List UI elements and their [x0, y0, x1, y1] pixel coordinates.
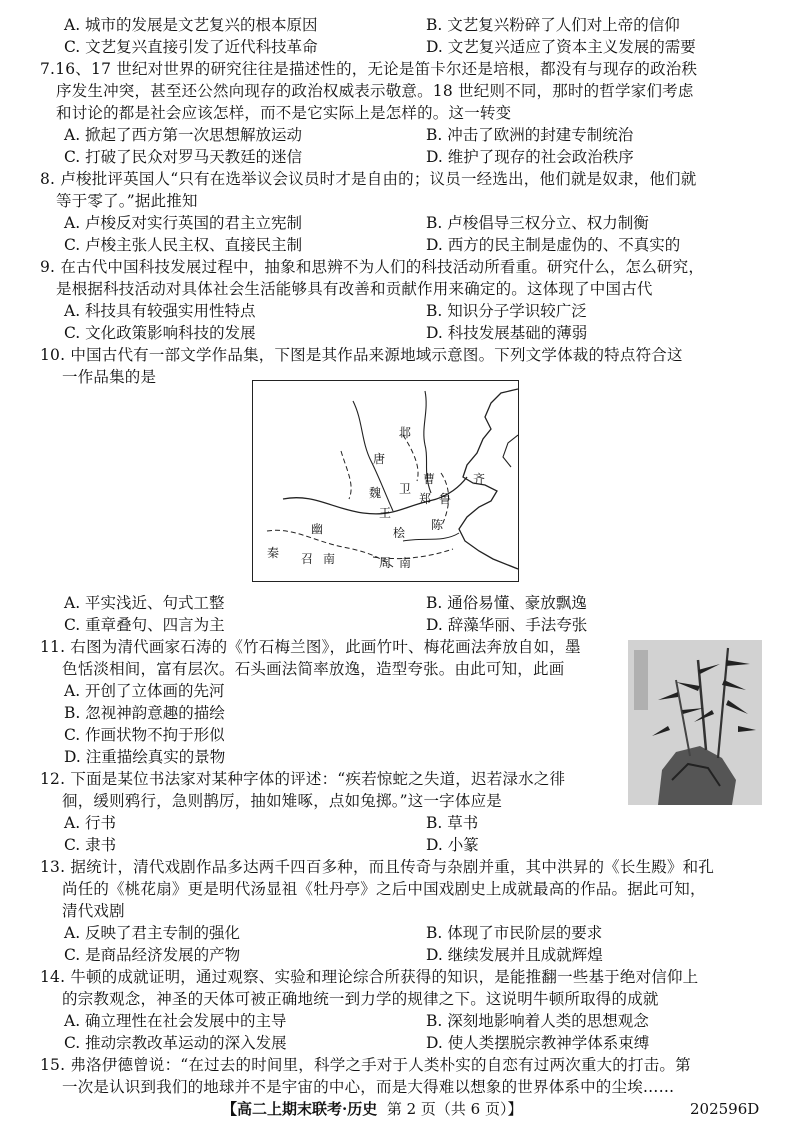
page-footer: [222, 1098, 522, 1120]
q10-option-d: D. 辞藻华丽、手法夸张: [426, 616, 588, 634]
q7-option-c: C. 打破了民众对罗马天教廷的迷信: [64, 148, 303, 166]
q6-option-a: A. 城市的发展是文艺复兴的根本原因: [64, 16, 318, 34]
q8-option-a: A. 卢梭反对实行英国的君主立宪制: [64, 214, 303, 232]
q6-option-b: B. 文艺复兴粉碎了人们对上帝的信仰: [426, 16, 680, 34]
region-map-drawing: [253, 381, 518, 581]
q8-text-line: 8. 卢梭批评英国人“只有在选举议会议员时才是自由的；议员一经选出，他们就是奴隶，他们就: [40, 170, 697, 188]
map-label: 陈: [431, 518, 444, 532]
map-label: 魏: [369, 486, 382, 500]
region-map: [252, 380, 519, 582]
q8-option-b: B. 卢梭倡导三权分立、权力制衡: [426, 214, 649, 232]
q9-option-d: D. 科技发展基础的薄弱: [426, 324, 588, 342]
q9-text-line: 9. 在古代中国科技发展过程中，抽象和思辨不为人们的科技活动所看重。研究什么，怎么研究，: [40, 258, 705, 276]
q12-text-line: 徊，缓则鸦行，急则鹊厉，抽如雉啄，点如兔掷。”这一字体应是: [62, 792, 502, 810]
q6-option-c: C. 文艺复兴直接引发了近代科技革命: [64, 38, 318, 56]
q12-option-b: B. 草书: [426, 814, 479, 832]
q9-text-line: 是根据科技活动对具体社会生活能够具有改善和贡献作用来确定的。这体现了中国古代: [56, 280, 653, 298]
bamboo-rock-painting: [628, 640, 762, 805]
map-label: 幽: [311, 522, 324, 536]
map-label: 秦: [267, 546, 280, 560]
q11-option-d: D. 注重描绘真实的景物: [64, 748, 226, 766]
footer-exam-name: 【高二上期末联考: [222, 1100, 343, 1118]
map-label: 曹: [423, 472, 436, 486]
q13-option-c: C. 是商品经济发展的产物: [64, 946, 241, 964]
q11-text-line: 色恬淡相间，富有层次。石头画法简率放逸，造型夸张。由此可知，此画: [62, 660, 565, 678]
map-label: 桧: [393, 526, 406, 540]
q10-text-line: 10. 中国古代有一部文学作品集，下图是其作品来源地域示意图。下列文学体裁的特点符合这: [40, 346, 683, 364]
q11-option-c: C. 作画状物不拘于形似: [64, 726, 225, 744]
map-label: 郑: [419, 492, 432, 506]
map-label: 南: [323, 552, 336, 566]
footer-code: 202596D: [690, 1100, 760, 1118]
map-label: 周: [379, 556, 392, 570]
q8-text-line: 等于零了。”据此推知: [56, 192, 198, 210]
bamboo-rock-painting-drawing: [628, 640, 762, 805]
q10-text-line: 一作品集的是: [62, 368, 157, 386]
q13-text-line: 13. 据统计，清代戏剧作品多达两千四百多种，而且传奇与杂剧并重，其中洪昇的《长生殿》和孔: [40, 858, 715, 876]
map-label: 邶: [399, 426, 412, 440]
q12-text-line: 12. 下面是某位书法家对某种字体的评述：“疾若惊蛇之失道，迟若渌水之徘: [40, 770, 566, 788]
q14-option-d: D. 使人类摆脱宗教神学体系束缚: [426, 1034, 650, 1052]
q14-option-b: B. 深刻地影响着人类的思想观念: [426, 1012, 649, 1030]
q13-text-line: 清代戏剧: [62, 902, 125, 920]
q15-text-line: 一次是认识到我们的地球并不是宇宙的中心，而是大得难以想象的世界体系中的尘埃……: [62, 1078, 675, 1096]
q10-option-b: B. 通俗易懂、豪放飘逸: [426, 594, 587, 612]
map-label: 南: [399, 556, 412, 570]
q13-option-d: D. 继续发展并且成就辉煌: [426, 946, 603, 964]
q7-option-a: A. 掀起了西方第一次思想解放运动: [64, 126, 303, 144]
footer-page-number: 第 2 页（共 6 页）】: [386, 1100, 523, 1118]
q13-option-b: B. 体现了市民阶层的要求: [426, 924, 603, 942]
q14-text-line: 的宗教观念，神圣的天体可被正确地统一到力学的规律之下。这说明牛顿所取得的成就: [62, 990, 659, 1008]
map-label: 鲁: [439, 492, 452, 506]
map-label: 卫: [399, 482, 412, 496]
q12-option-d: D. 小篆: [426, 836, 479, 854]
q10-option-a: A. 平实浅近、句式工整: [64, 594, 225, 612]
q11-option-a: A. 开创了立体画的先河: [64, 682, 225, 700]
q7-option-d: D. 维护了现存的社会政治秩序: [426, 148, 634, 166]
q8-option-c: C. 卢梭主张人民主权、直接民主制: [64, 236, 303, 254]
q7-text-line: 和讨论的都是社会应该怎样，而不是它实际上是怎样的。这一转变: [56, 104, 512, 122]
map-label: 齐: [473, 472, 486, 486]
map-label: 唐: [373, 452, 386, 466]
q8-option-d: D. 西方的民主制是虚伪的、不真实的: [426, 236, 681, 254]
q14-option-c: C. 推动宗教改革运动的深入发展: [64, 1034, 287, 1052]
footer-subject: 历史: [347, 1100, 378, 1118]
q6-option-d: D. 文艺复兴适应了资本主义发展的需要: [426, 38, 696, 56]
q7-text-line: 7.16、17 世纪对世界的研究往往是描述性的，无论是笛卡尔还是培根，都没有与现存的政治秩: [40, 60, 698, 78]
q13-option-a: A. 反映了君主专制的强化: [64, 924, 241, 942]
q14-option-a: A. 确立理性在社会发展中的主导: [64, 1012, 287, 1030]
q12-option-c: C. 隶书: [64, 836, 117, 854]
footer-dot: ·: [342, 1100, 348, 1118]
q7-text-line: 序发生冲突，甚至还公然向现存的政治权威表示敬意。18 世纪则不同，那时的哲学家们考虑: [56, 82, 694, 100]
q13-text-line: 尚任的《桃花扇》更是明代汤显祖《牡丹亭》之后中国戏剧史上成就最高的作品。据此可知，: [62, 880, 706, 898]
q11-text-line: 11. 右图为清代画家石涛的《竹石梅兰图》，此画竹叶、梅花画法奔放自如，墨: [40, 638, 581, 656]
q12-option-a: A. 行书: [64, 814, 117, 832]
q9-option-a: A. 科技具有较强实用性特点: [64, 302, 256, 320]
q7-option-b: B. 冲击了欧洲的封建专制统治: [426, 126, 634, 144]
q15-text-line: 15. 弗洛伊德曾说：“在过去的时间里，科学之手对于人类朴实的自恋有过两次重大的打击。第: [40, 1056, 691, 1074]
q9-option-c: C. 文化政策影响科技的发展: [64, 324, 256, 342]
q11-option-b: B. 忽视神韵意趣的描绘: [64, 704, 225, 722]
q9-option-b: B. 知识分子学识较广泛: [426, 302, 587, 320]
map-label: 王: [379, 506, 392, 520]
q10-option-c: C. 重章叠句、四言为主: [64, 616, 225, 634]
q14-text-line: 14. 牛顿的成就证明，通过观察、实验和理论综合所获得的知识，是能推翻一些基于绝对信仰上: [40, 968, 699, 986]
map-label: 召: [301, 552, 314, 566]
